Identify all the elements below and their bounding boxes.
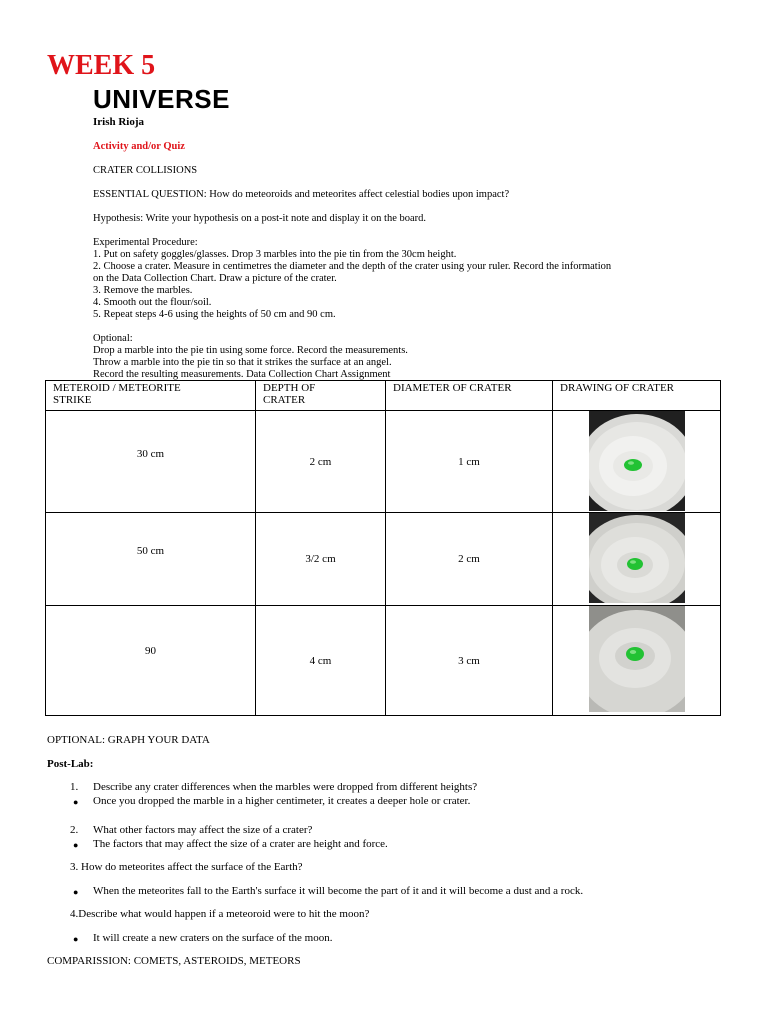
question-1: Describe any crater differences when the marbles were dropped from different heights? bbox=[93, 781, 478, 793]
header-strike-line2: STRIKE bbox=[53, 394, 92, 406]
topic-heading: CRATER COLLISIONS bbox=[93, 165, 198, 176]
answer-4: It will create a new craters on the surface of the moon. bbox=[93, 932, 333, 944]
hypothesis: Hypothesis: Write your hypothesis on a post-it note and display it on the board. bbox=[93, 213, 427, 224]
question-3: 3. How do meteorites affect the surface of the Earth? bbox=[70, 861, 303, 873]
optional-title: Optional: bbox=[93, 333, 133, 344]
procedure-step: 2. Choose a crater. Measure in centimetres the diameter and the depth of the crater using your ruler. Record the information bbox=[93, 261, 612, 272]
strike-height-cell: 50 cm bbox=[46, 513, 256, 606]
bullet-icon: ● bbox=[73, 840, 79, 850]
crater-photo bbox=[589, 606, 685, 712]
crater-photo bbox=[589, 411, 685, 511]
answer-2: The factors that may affect the size of a crater are height and force. bbox=[93, 838, 388, 850]
graph-heading: OPTIONAL: GRAPH YOUR DATA bbox=[47, 734, 210, 746]
question-2: What other factors may affect the size of a crater? bbox=[93, 824, 313, 836]
bullet-icon: ● bbox=[73, 797, 79, 807]
crater-photo-50cm bbox=[589, 513, 685, 603]
optional-step: Drop a marble into the pie tin using some force. Record the measurements. bbox=[93, 345, 408, 356]
page-title: UNIVERSE bbox=[93, 84, 230, 114]
header-drawing: DRAWING OF CRATER bbox=[553, 381, 721, 411]
question-number: 1. bbox=[70, 781, 79, 793]
optional-step: Throw a marble into the pie tin so that it strikes the surface at an angel. bbox=[93, 357, 392, 368]
bullet-icon: ● bbox=[73, 934, 79, 944]
question-4: 4.Describe what would happen if a meteoroid were to hit the moon? bbox=[70, 908, 370, 920]
header-strike-line1: METEROID / METEORITE bbox=[53, 382, 181, 394]
crater-drawing-cell bbox=[553, 513, 721, 606]
header-depth bbox=[256, 381, 386, 411]
procedure-step: 1. Put on safety goggles/glasses. Drop 3 marbles into the pie tin from the 30cm height. bbox=[93, 249, 457, 260]
header-diameter: DIAMETER OF CRATER bbox=[386, 381, 553, 411]
diameter-cell: 3 cm bbox=[386, 606, 553, 716]
strike-height-cell: 90 bbox=[46, 606, 256, 716]
diameter-cell: 2 cm bbox=[386, 513, 553, 606]
procedure-step: 4. Smooth out the flour/soil. bbox=[93, 297, 212, 308]
depth-cell: 3/2 cm bbox=[256, 513, 386, 606]
procedure-step: 3. Remove the marbles. bbox=[93, 285, 193, 296]
activity-label: Activity and/or Quiz bbox=[93, 141, 185, 152]
crater-photo-90cm bbox=[589, 606, 685, 712]
crater-drawing-cell bbox=[553, 606, 721, 716]
optional-step: Record the resulting measurements. Data Collection Chart Assignment bbox=[93, 369, 391, 380]
table-row bbox=[46, 606, 721, 716]
table-header-row bbox=[46, 381, 721, 411]
answer-3: When the meteorites fall to the Earth's surface it will become the part of it and it will become a dust and a rock. bbox=[93, 885, 584, 897]
diameter-cell: 1 cm bbox=[386, 411, 553, 513]
week-heading: WEEK 5 bbox=[47, 50, 156, 81]
table-row bbox=[46, 513, 721, 606]
data-collection-table bbox=[45, 380, 721, 716]
depth-cell: 4 cm bbox=[256, 606, 386, 716]
header-depth-line1: DEPTH OF bbox=[263, 382, 316, 394]
postlab-title: Post-Lab: bbox=[47, 758, 94, 770]
header-strike bbox=[46, 381, 256, 411]
essential-question: ESSENTIAL QUESTION: How do meteoroids and meteorites affect celestial bodies upon impact? bbox=[93, 189, 510, 200]
author-name: Irish Rioja bbox=[93, 116, 145, 128]
comparison-heading: COMPARISSION: COMETS, ASTEROIDS, METEORS bbox=[47, 955, 301, 967]
procedure-title: Experimental Procedure: bbox=[93, 237, 198, 248]
crater-photo-30cm bbox=[589, 411, 685, 511]
crater-drawing-cell bbox=[553, 411, 721, 513]
table-row bbox=[46, 411, 721, 513]
strike-height-cell: 30 cm bbox=[46, 411, 256, 513]
answer-1: Once you dropped the marble in a higher centimeter, it creates a deeper hole or crater. bbox=[93, 795, 471, 807]
question-number: 2. bbox=[70, 824, 79, 836]
bullet-icon: ● bbox=[73, 887, 79, 897]
header-depth-line2: CRATER bbox=[263, 394, 306, 406]
depth-cell: 2 cm bbox=[256, 411, 386, 513]
procedure-step: on the Data Collection Chart. Draw a picture of the crater. bbox=[93, 273, 337, 284]
procedure-step: 5. Repeat steps 4-6 using the heights of 50 cm and 90 cm. bbox=[93, 309, 336, 320]
crater-photo bbox=[589, 513, 685, 603]
